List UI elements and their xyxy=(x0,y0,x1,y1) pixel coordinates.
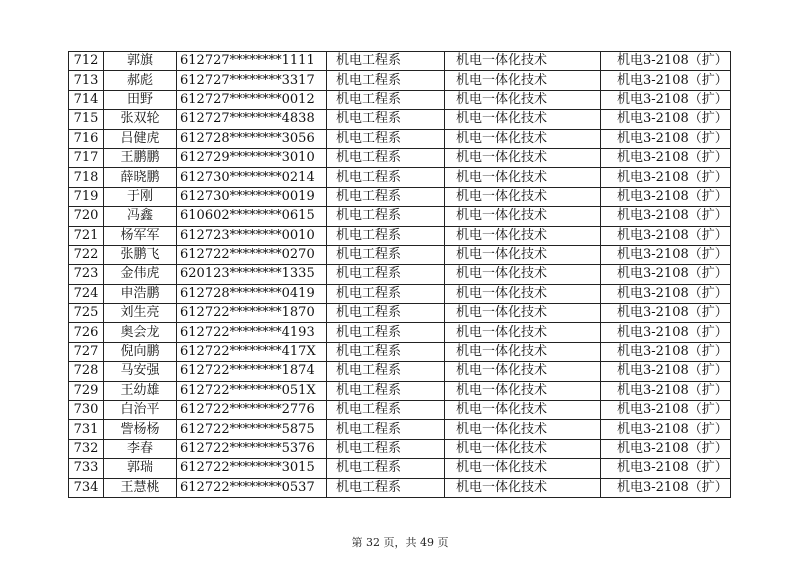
table-row xyxy=(69,226,731,245)
department-cell: 机电工程系 xyxy=(327,381,445,400)
department-cell: 机电工程系 xyxy=(327,90,445,109)
id-number-cell: 612722********1874 xyxy=(177,362,327,381)
department-cell: 机电工程系 xyxy=(327,129,445,148)
id-number-cell: 612727********4838 xyxy=(177,110,327,129)
major-cell: 机电一体化技术 xyxy=(445,71,601,90)
table-row xyxy=(69,148,731,167)
page-footer: 第 32 页，共 49 页 xyxy=(351,536,449,549)
department-cell: 机电工程系 xyxy=(327,110,445,129)
student-name-cell: 金伟虎 xyxy=(104,265,177,284)
student-name-cell: 吕健虎 xyxy=(104,129,177,148)
student-name-cell: 薛晓鹏 xyxy=(104,168,177,187)
row-number-cell: 731 xyxy=(69,420,104,439)
student-name-cell: 冯鑫 xyxy=(104,207,177,226)
table-row xyxy=(69,342,731,361)
major-cell: 机电一体化技术 xyxy=(445,168,601,187)
student-name-cell: 田野 xyxy=(104,90,177,109)
id-number-cell: 612722********2776 xyxy=(177,401,327,420)
row-number-cell: 722 xyxy=(69,245,104,264)
table-row xyxy=(69,439,731,458)
department-cell: 机电工程系 xyxy=(327,284,445,303)
department-cell: 机电工程系 xyxy=(327,168,445,187)
id-number-cell: 612722********0270 xyxy=(177,245,327,264)
table-row xyxy=(69,71,731,90)
table-row xyxy=(69,284,731,303)
class-cell: 机电3-2108（扩） xyxy=(601,381,731,400)
id-number-cell: 612723********0010 xyxy=(177,226,327,245)
row-number-cell: 725 xyxy=(69,304,104,323)
class-cell: 机电3-2108（扩） xyxy=(601,420,731,439)
id-number-cell: 610602********0615 xyxy=(177,207,327,226)
student-name-cell: 訾杨杨 xyxy=(104,420,177,439)
class-cell: 机电3-2108（扩） xyxy=(601,459,731,478)
table-row xyxy=(69,110,731,129)
row-number-cell: 724 xyxy=(69,284,104,303)
class-cell: 机电3-2108（扩） xyxy=(601,129,731,148)
row-number-cell: 713 xyxy=(69,71,104,90)
major-cell: 机电一体化技术 xyxy=(445,439,601,458)
row-number-cell: 732 xyxy=(69,439,104,458)
department-cell: 机电工程系 xyxy=(327,420,445,439)
student-name-cell: 申浩鹏 xyxy=(104,284,177,303)
id-number-cell: 612730********0214 xyxy=(177,168,327,187)
id-number-cell: 612728********3056 xyxy=(177,129,327,148)
class-cell: 机电3-2108（扩） xyxy=(601,265,731,284)
department-cell: 机电工程系 xyxy=(327,245,445,264)
table-row xyxy=(69,401,731,420)
major-cell: 机电一体化技术 xyxy=(445,245,601,264)
class-cell: 机电3-2108（扩） xyxy=(601,362,731,381)
row-number-cell: 715 xyxy=(69,110,104,129)
row-number-cell: 719 xyxy=(69,187,104,206)
department-cell: 机电工程系 xyxy=(327,342,445,361)
id-number-cell: 612722********0537 xyxy=(177,478,327,497)
department-cell: 机电工程系 xyxy=(327,478,445,497)
class-cell: 机电3-2108（扩） xyxy=(601,478,731,497)
student-name-cell: 王幼雄 xyxy=(104,381,177,400)
student-name-cell: 郭瑞 xyxy=(104,459,177,478)
row-number-cell: 720 xyxy=(69,207,104,226)
major-cell: 机电一体化技术 xyxy=(445,265,601,284)
class-cell: 机电3-2108（扩） xyxy=(601,323,731,342)
table-row xyxy=(69,245,731,264)
student-name-cell: 马安强 xyxy=(104,362,177,381)
table-row xyxy=(69,187,731,206)
id-number-cell: 612722********417X xyxy=(177,342,327,361)
row-number-cell: 730 xyxy=(69,401,104,420)
department-cell: 机电工程系 xyxy=(327,304,445,323)
department-cell: 机电工程系 xyxy=(327,362,445,381)
department-cell: 机电工程系 xyxy=(327,187,445,206)
major-cell: 机电一体化技术 xyxy=(445,401,601,420)
table-row xyxy=(69,381,731,400)
student-name-cell: 倪向鹏 xyxy=(104,342,177,361)
student-name-cell: 杨军军 xyxy=(104,226,177,245)
major-cell: 机电一体化技术 xyxy=(445,420,601,439)
major-cell: 机电一体化技术 xyxy=(445,362,601,381)
table-row xyxy=(69,90,731,109)
table-row xyxy=(69,459,731,478)
class-cell: 机电3-2108（扩） xyxy=(601,284,731,303)
department-cell: 机电工程系 xyxy=(327,226,445,245)
class-cell: 机电3-2108（扩） xyxy=(601,168,731,187)
major-cell: 机电一体化技术 xyxy=(445,381,601,400)
table-row xyxy=(69,265,731,284)
id-number-cell: 612729********3010 xyxy=(177,148,327,167)
student-name-cell: 郭旗 xyxy=(104,52,177,71)
row-number-cell: 718 xyxy=(69,168,104,187)
row-number-cell: 728 xyxy=(69,362,104,381)
row-number-cell: 716 xyxy=(69,129,104,148)
table-row xyxy=(69,420,731,439)
table-row xyxy=(69,478,731,497)
major-cell: 机电一体化技术 xyxy=(445,459,601,478)
roster-body xyxy=(69,52,731,498)
major-cell: 机电一体化技术 xyxy=(445,90,601,109)
department-cell: 机电工程系 xyxy=(327,401,445,420)
student-name-cell: 刘生亮 xyxy=(104,304,177,323)
class-cell: 机电3-2108（扩） xyxy=(601,71,731,90)
department-cell: 机电工程系 xyxy=(327,439,445,458)
table-row xyxy=(69,362,731,381)
row-number-cell: 717 xyxy=(69,148,104,167)
table-row xyxy=(69,52,731,71)
department-cell: 机电工程系 xyxy=(327,52,445,71)
major-cell: 机电一体化技术 xyxy=(445,129,601,148)
id-number-cell: 612727********0012 xyxy=(177,90,327,109)
student-name-cell: 于刚 xyxy=(104,187,177,206)
department-cell: 机电工程系 xyxy=(327,71,445,90)
class-cell: 机电3-2108（扩） xyxy=(601,52,731,71)
student-name-cell: 张双轮 xyxy=(104,110,177,129)
row-number-cell: 734 xyxy=(69,478,104,497)
id-number-cell: 612722********4193 xyxy=(177,323,327,342)
class-cell: 机电3-2108（扩） xyxy=(601,207,731,226)
table-row xyxy=(69,304,731,323)
table-row xyxy=(69,168,731,187)
class-cell: 机电3-2108（扩） xyxy=(601,187,731,206)
department-cell: 机电工程系 xyxy=(327,207,445,226)
major-cell: 机电一体化技术 xyxy=(445,110,601,129)
class-cell: 机电3-2108（扩） xyxy=(601,304,731,323)
id-number-cell: 612722********051X xyxy=(177,381,327,400)
department-cell: 机电工程系 xyxy=(327,323,445,342)
table-row xyxy=(69,129,731,148)
row-number-cell: 726 xyxy=(69,323,104,342)
student-name-cell: 奥会龙 xyxy=(104,323,177,342)
major-cell: 机电一体化技术 xyxy=(445,187,601,206)
major-cell: 机电一体化技术 xyxy=(445,342,601,361)
class-cell: 机电3-2108（扩） xyxy=(601,439,731,458)
row-number-cell: 712 xyxy=(69,52,104,71)
student-name-cell: 王慧桃 xyxy=(104,478,177,497)
student-roster-table xyxy=(68,51,731,498)
student-name-cell: 王鹏鹏 xyxy=(104,148,177,167)
major-cell: 机电一体化技术 xyxy=(445,478,601,497)
class-cell: 机电3-2108（扩） xyxy=(601,90,731,109)
row-number-cell: 727 xyxy=(69,342,104,361)
major-cell: 机电一体化技术 xyxy=(445,52,601,71)
major-cell: 机电一体化技术 xyxy=(445,323,601,342)
major-cell: 机电一体化技术 xyxy=(445,304,601,323)
id-number-cell: 612728********0419 xyxy=(177,284,327,303)
table-row xyxy=(69,323,731,342)
student-name-cell: 郝彪 xyxy=(104,71,177,90)
class-cell: 机电3-2108（扩） xyxy=(601,401,731,420)
row-number-cell: 733 xyxy=(69,459,104,478)
major-cell: 机电一体化技术 xyxy=(445,148,601,167)
class-cell: 机电3-2108（扩） xyxy=(601,148,731,167)
row-number-cell: 721 xyxy=(69,226,104,245)
id-number-cell: 612730********0019 xyxy=(177,187,327,206)
class-cell: 机电3-2108（扩） xyxy=(601,226,731,245)
student-name-cell: 张鹏飞 xyxy=(104,245,177,264)
id-number-cell: 612727********3317 xyxy=(177,71,327,90)
student-name-cell: 李春 xyxy=(104,439,177,458)
student-name-cell: 白治平 xyxy=(104,401,177,420)
department-cell: 机电工程系 xyxy=(327,148,445,167)
id-number-cell: 612722********3015 xyxy=(177,459,327,478)
table-row xyxy=(69,207,731,226)
major-cell: 机电一体化技术 xyxy=(445,284,601,303)
major-cell: 机电一体化技术 xyxy=(445,226,601,245)
id-number-cell: 612722********5376 xyxy=(177,439,327,458)
id-number-cell: 620123********1335 xyxy=(177,265,327,284)
class-cell: 机电3-2108（扩） xyxy=(601,342,731,361)
department-cell: 机电工程系 xyxy=(327,265,445,284)
class-cell: 机电3-2108（扩） xyxy=(601,110,731,129)
row-number-cell: 714 xyxy=(69,90,104,109)
class-cell: 机电3-2108（扩） xyxy=(601,245,731,264)
department-cell: 机电工程系 xyxy=(327,459,445,478)
id-number-cell: 612727********1111 xyxy=(177,52,327,71)
major-cell: 机电一体化技术 xyxy=(445,207,601,226)
id-number-cell: 612722********1870 xyxy=(177,304,327,323)
row-number-cell: 729 xyxy=(69,381,104,400)
row-number-cell: 723 xyxy=(69,265,104,284)
id-number-cell: 612722********5875 xyxy=(177,420,327,439)
